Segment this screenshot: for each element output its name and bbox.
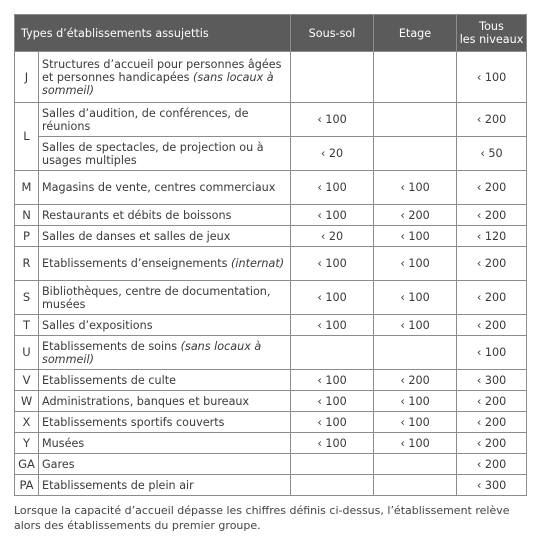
establishments-table — [14, 14, 527, 496]
cell-sous-sol: ‹ 20 — [291, 226, 374, 247]
table-row — [15, 52, 527, 103]
header-types: Types d’établissements assujettis — [15, 15, 291, 52]
cell-sous-sol: ‹ 100 — [291, 247, 374, 281]
cell-sous-sol: ‹ 100 — [291, 205, 374, 226]
cell-tous: ‹ 100 — [457, 336, 527, 370]
table-row — [15, 336, 527, 370]
cell-etage: ‹ 100 — [374, 247, 457, 281]
row-code: T — [15, 315, 39, 336]
cell-etage: ‹ 100 — [374, 281, 457, 315]
cell-etage: ‹ 100 — [374, 315, 457, 336]
cell-tous: ‹ 200 — [457, 171, 527, 205]
row-label-text: Etablissements d’enseignements — [42, 257, 228, 270]
cell-tous: ‹ 200 — [457, 315, 527, 336]
row-code: N — [15, 205, 39, 226]
row-label-text: Etablissements de soins — [42, 339, 178, 353]
table-row — [15, 205, 527, 226]
row-code: V — [15, 370, 39, 391]
cell-sous-sol: ‹ 100 — [291, 171, 374, 205]
cell-tous: ‹ 50 — [457, 137, 527, 171]
header-tous-line1: Tous — [479, 20, 504, 33]
row-code: L — [15, 103, 39, 171]
header-etage: Etage — [374, 15, 457, 52]
row-code: X — [15, 412, 39, 433]
row-label-text: Structures d’accueil pour personnes âgées et personnes handicapées — [42, 57, 282, 84]
cell-tous: ‹ 200 — [457, 281, 527, 315]
table-row — [15, 412, 527, 433]
cell-tous: ‹ 200 — [457, 454, 527, 475]
row-label: Salles de spectacles, de projection ou à usages multiples — [39, 137, 291, 171]
table-row — [15, 247, 527, 281]
row-label: Musées — [39, 433, 291, 454]
cell-etage — [374, 52, 457, 103]
cell-etage — [374, 454, 457, 475]
cell-tous: ‹ 200 — [457, 433, 527, 454]
row-label — [39, 247, 291, 281]
cell-etage: ‹ 100 — [374, 171, 457, 205]
cell-sous-sol: ‹ 100 — [291, 315, 374, 336]
table-row — [15, 454, 527, 475]
cell-sous-sol: ‹ 100 — [291, 391, 374, 412]
table-container — [14, 14, 526, 496]
cell-etage: ‹ 200 — [374, 370, 457, 391]
row-label: Bibliothèques, centre de documentation, musées — [39, 281, 291, 315]
table-row — [15, 281, 527, 315]
header-tous — [457, 15, 527, 52]
cell-sous-sol: ‹ 100 — [291, 103, 374, 137]
cell-etage — [374, 137, 457, 171]
table-row — [15, 137, 527, 171]
cell-sous-sol: ‹ 100 — [291, 281, 374, 315]
cell-sous-sol — [291, 336, 374, 370]
cell-tous: ‹ 200 — [457, 205, 527, 226]
cell-tous: ‹ 300 — [457, 370, 527, 391]
cell-tous: ‹ 200 — [457, 247, 527, 281]
row-code: R — [15, 247, 39, 281]
table-row — [15, 226, 527, 247]
cell-sous-sol: ‹ 100 — [291, 370, 374, 391]
cell-etage: ‹ 100 — [374, 433, 457, 454]
row-code: U — [15, 336, 39, 370]
cell-sous-sol: ‹ 20 — [291, 137, 374, 171]
cell-sous-sol — [291, 454, 374, 475]
row-code: S — [15, 281, 39, 315]
table-row — [15, 475, 527, 496]
row-label: Administrations, banques et bureaux — [39, 391, 291, 412]
cell-etage: ‹ 200 — [374, 205, 457, 226]
cell-sous-sol — [291, 52, 374, 103]
row-code: Y — [15, 433, 39, 454]
row-label — [39, 52, 291, 103]
row-label: Magasins de vente, centres commerciaux — [39, 171, 291, 205]
table-row — [15, 370, 527, 391]
cell-tous: ‹ 100 — [457, 52, 527, 103]
row-label: Gares — [39, 454, 291, 475]
header-sous-sol: Sous-sol — [291, 15, 374, 52]
cell-etage — [374, 475, 457, 496]
cell-tous: ‹ 200 — [457, 391, 527, 412]
row-label: Restaurants et débits de boissons — [39, 205, 291, 226]
row-label: Salles de danses et salles de jeux — [39, 226, 291, 247]
row-label: Etablissements de plein air — [39, 475, 291, 496]
cell-tous: ‹ 200 — [457, 412, 527, 433]
cell-etage: ‹ 100 — [374, 412, 457, 433]
cell-tous: ‹ 300 — [457, 475, 527, 496]
row-label-italic: (sans locaux à sommeil) — [42, 70, 274, 97]
cell-sous-sol: ‹ 100 — [291, 433, 374, 454]
row-code: W — [15, 391, 39, 412]
row-label-italic: (internat) — [231, 257, 285, 270]
header-tous-line2: les niveaux — [459, 33, 524, 46]
row-code: P — [15, 226, 39, 247]
row-label — [39, 336, 291, 370]
table-row — [15, 315, 527, 336]
header-row — [15, 15, 527, 52]
table-row — [15, 171, 527, 205]
row-label: Salles d’expositions — [39, 315, 291, 336]
table-row — [15, 433, 527, 454]
row-label: Etablissements de culte — [39, 370, 291, 391]
row-code: M — [15, 171, 39, 205]
row-label: Etablissements sportifs couverts — [39, 412, 291, 433]
row-code: PA — [15, 475, 39, 496]
cell-sous-sol: ‹ 100 — [291, 412, 374, 433]
cell-etage: ‹ 100 — [374, 226, 457, 247]
row-code: GA — [15, 454, 39, 475]
table-row — [15, 103, 527, 137]
table-row — [15, 391, 527, 412]
row-label-italic: (sans locaux à sommeil) — [42, 339, 262, 366]
cell-etage — [374, 336, 457, 370]
footnote: Lorsque la capacité d’accueil dépasse les chiffres définis ci-dessus, l’établissement relève alors des établissements du premier groupe. — [14, 504, 510, 532]
cell-sous-sol — [291, 475, 374, 496]
row-label: Salles d’audition, de conférences, de réunions — [39, 103, 291, 137]
cell-etage: ‹ 100 — [374, 391, 457, 412]
cell-tous: ‹ 200 — [457, 103, 527, 137]
row-code: J — [15, 52, 39, 103]
cell-etage — [374, 103, 457, 137]
cell-tous: ‹ 120 — [457, 226, 527, 247]
